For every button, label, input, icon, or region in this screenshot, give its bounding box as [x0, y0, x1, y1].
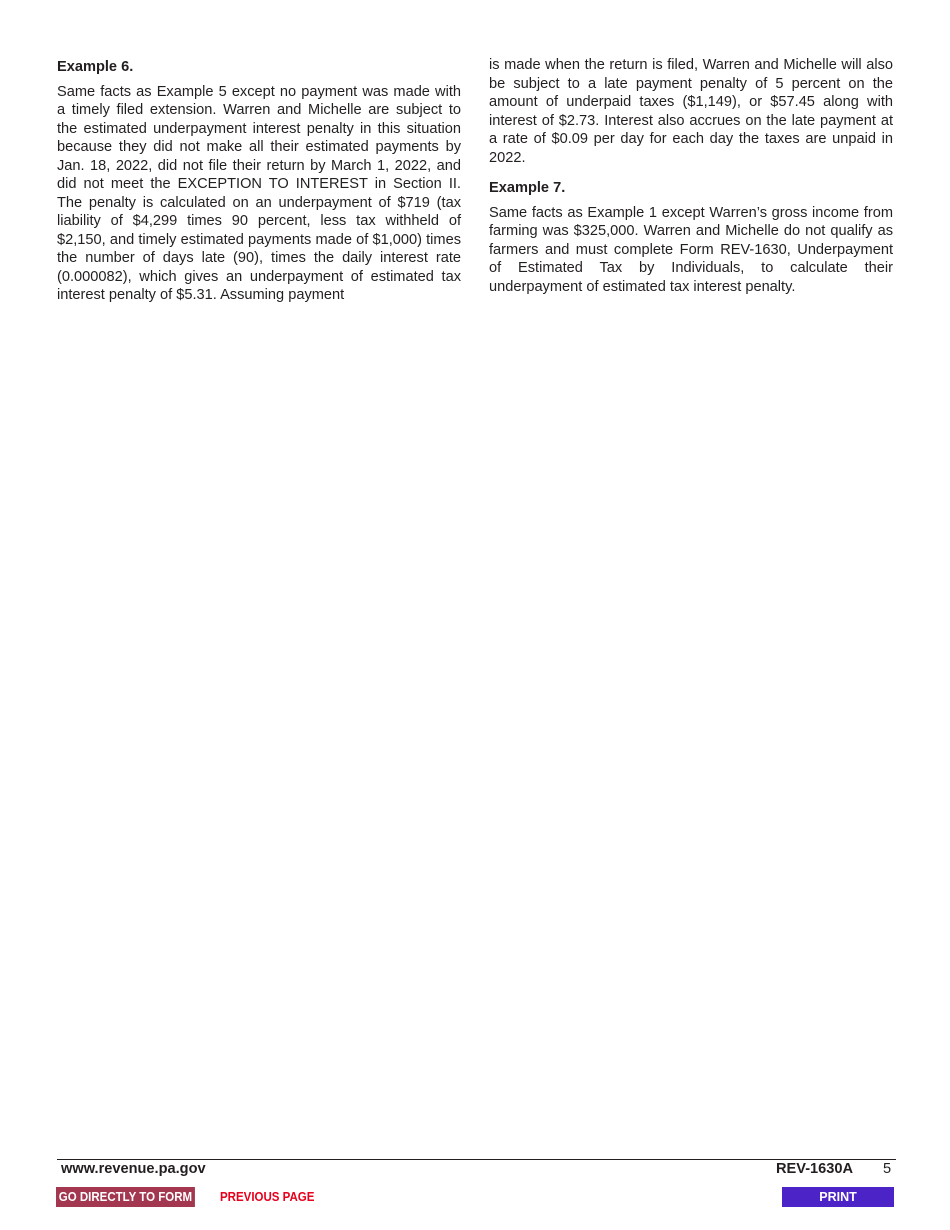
example-6-text: Same facts as Example 5 except no payment was made with a timely filed extension. Warren and Michelle are subject to the estimated underpayment interest penalty in this situation because they did not make all their estimated payments by Jan. 18, 2022, did not file their return by March 1, 2022, and did not meet the EXCEPTION TO INTEREST in Section II. The penalty is calculated on an underpayment of $719 (tax liability of $4,299 times 90 percent, less tax withheld of $2,150, and timely estimated payments made of $1,000) times the number of days late (90), times the daily interest rate (0.000082), which gives an underpayment of estimated tax interest penalty of $5.31. Assuming payment	[57, 83, 461, 303]
footer-divider	[57, 1159, 896, 1160]
go-directly-to-form-button[interactable]: GO DIRECTLY TO FORM	[56, 1187, 195, 1207]
example-6-heading: Example 6.	[57, 59, 134, 75]
print-button[interactable]: PRINT	[782, 1187, 894, 1207]
previous-page-link[interactable]: PREVIOUS PAGE	[220, 1190, 315, 1204]
left-column	[57, 55, 461, 317]
example-7-text: Same facts as Example 1 except Warren’s gross income from farming was $325,000. Warren and Michelle do not qualify as farmers and must complete Form REV-1630, Underpayment of Estimated Tax by Individuals, to calculate their underpayment of estimated tax interest penalty.	[489, 204, 893, 295]
footer-website: www.revenue.pa.gov	[61, 1161, 206, 1177]
footer-page-number: 5	[883, 1161, 892, 1177]
example-7-heading: Example 7.	[489, 180, 566, 196]
right-column	[489, 55, 893, 308]
footer-form-number: REV-1630A	[776, 1161, 854, 1177]
example-6-continuation: is made when the return is filed, Warren and Michelle will also be subject to a late payment penalty of 5 percent on the amount of underpaid taxes ($1,149), or $57.45 along with interest of $2.73. Interest also accrues on the late payment at a rate of $0.09 per day for each day the taxes are unpaid in 2022.	[489, 57, 893, 166]
